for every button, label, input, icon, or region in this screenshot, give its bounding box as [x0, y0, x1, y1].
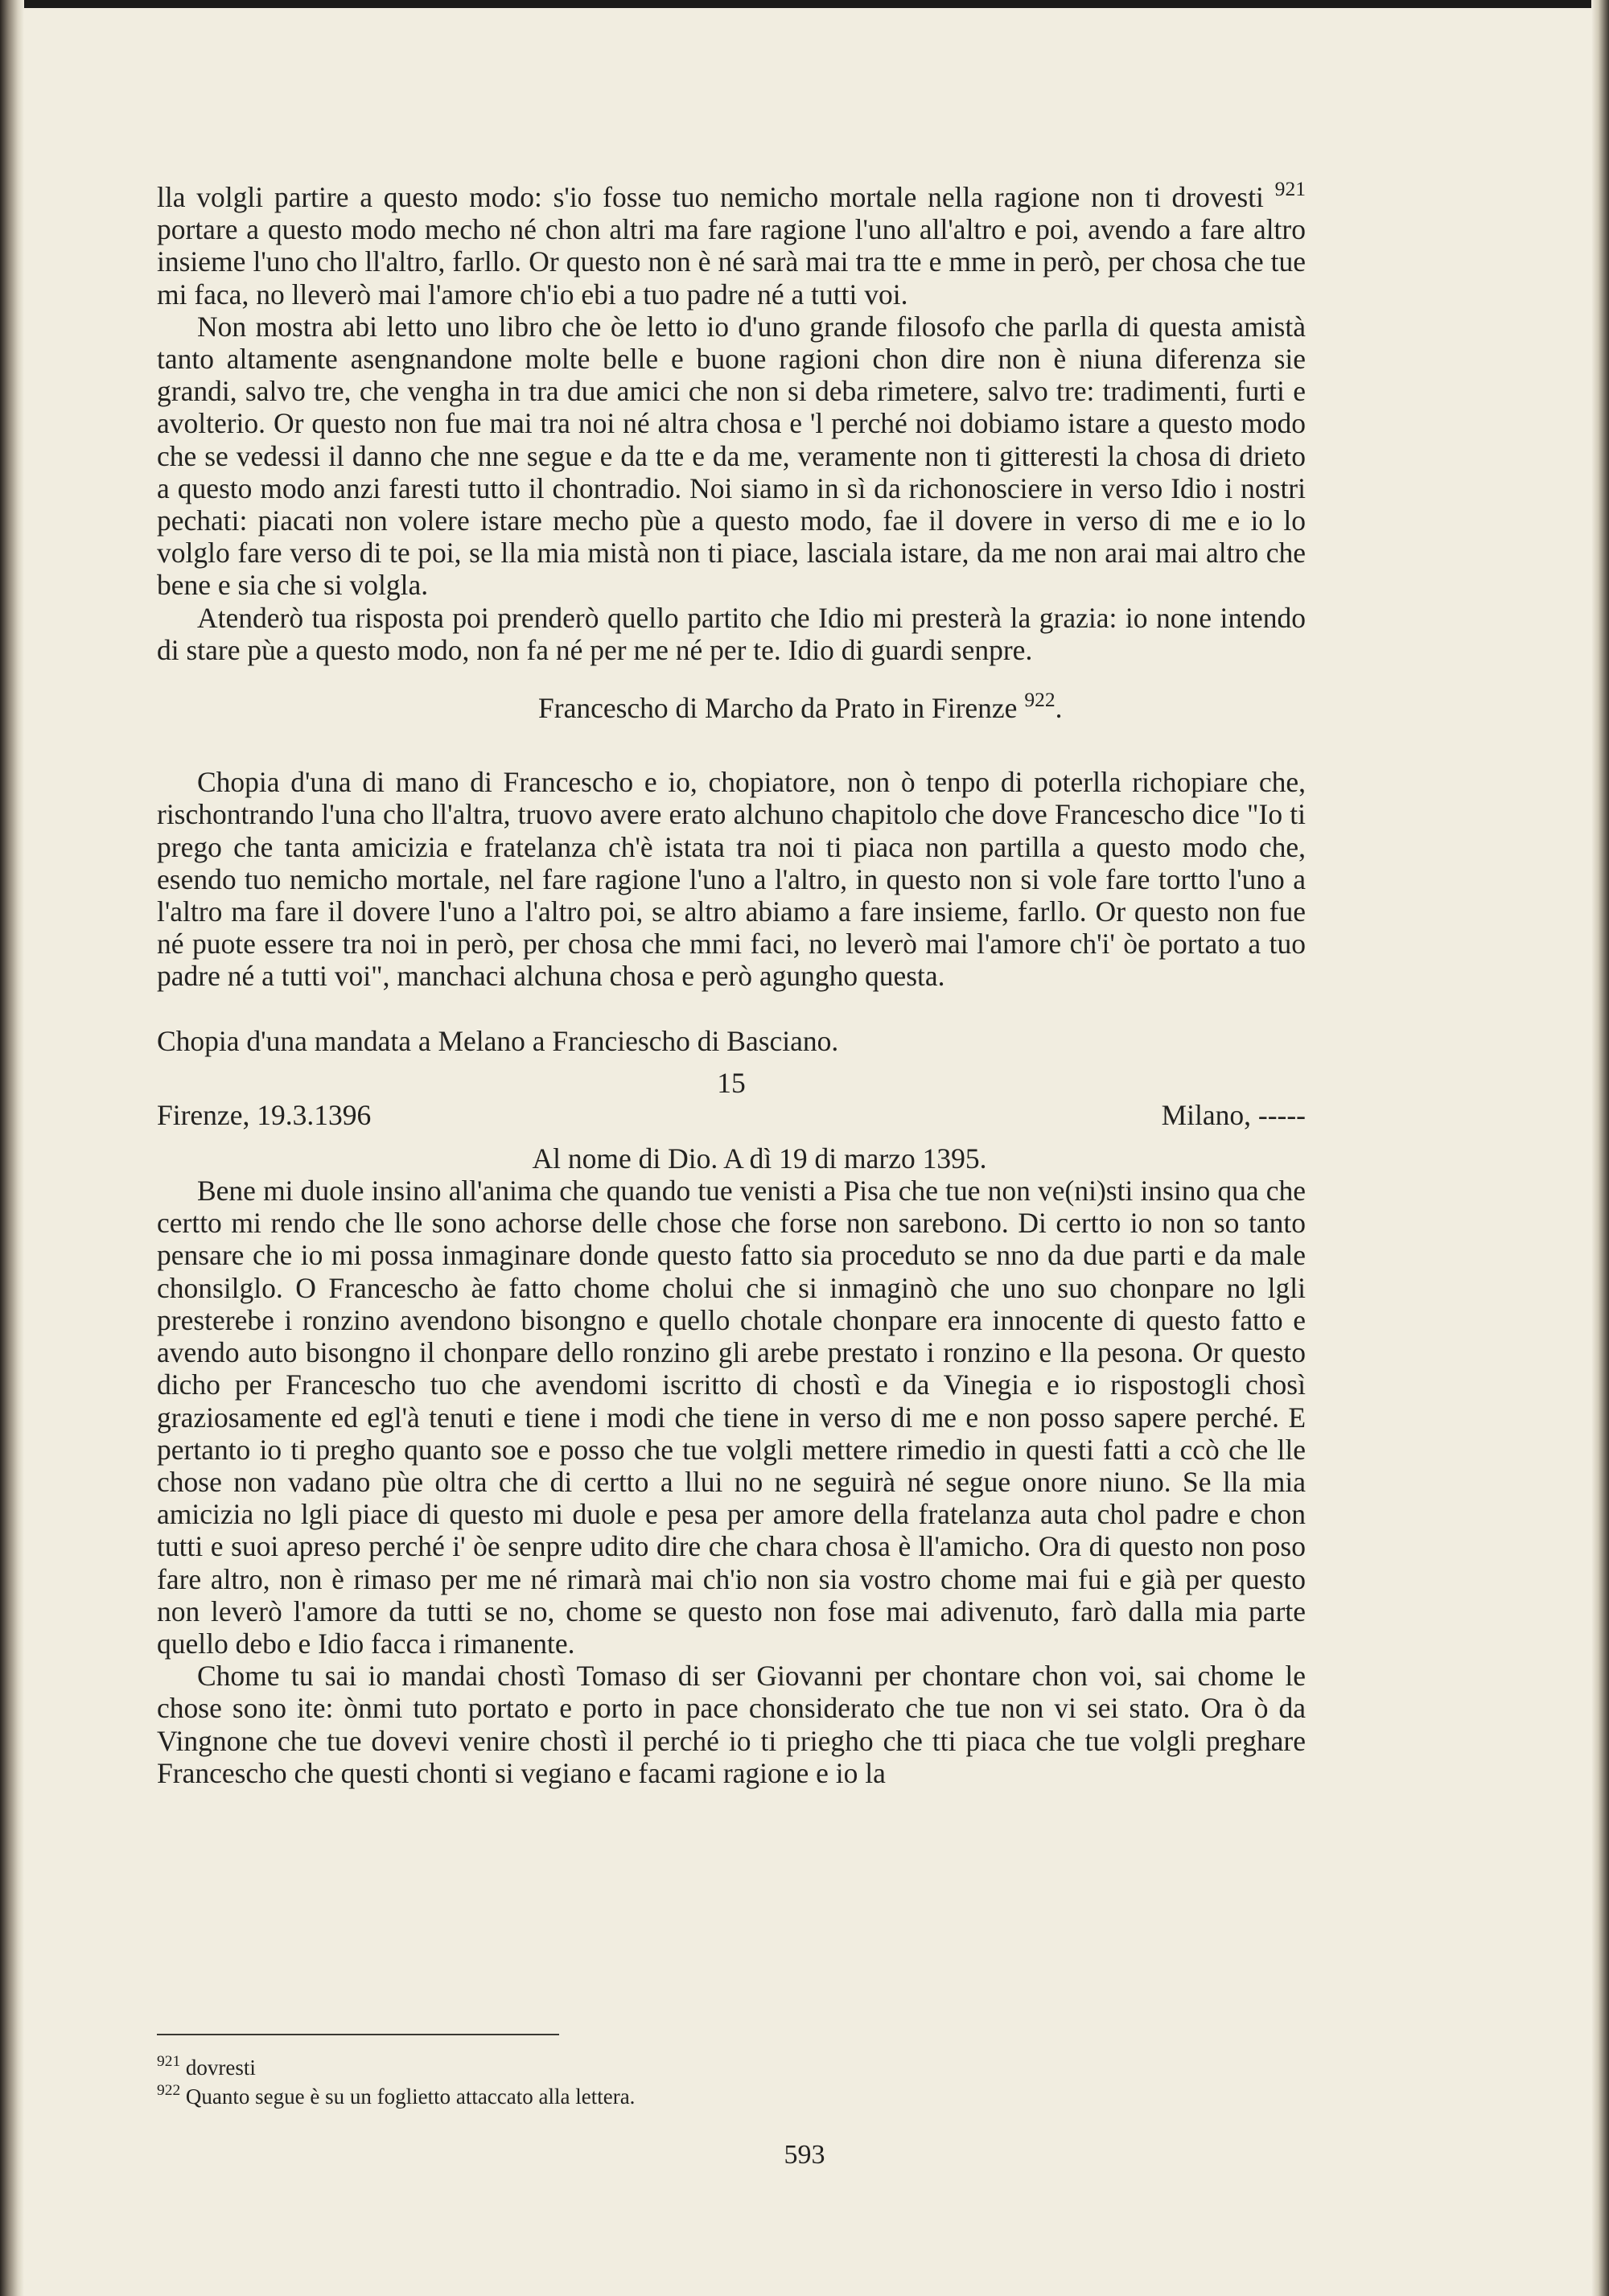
paragraph-2: Non mostra abi letto uno libro che òe letto io d'uno grande filosofo che parlla di questa amistà tanto altamente asengnandone molte belle e buone ragioni chon dire non è niuna diferenza sie grandi, salvo tre, che vengha in tra due amici che non si deba rimetere, salvo tre: tradimenti, furti e avolterio. Or questo non fue mai tra noi né altra chosa e 'l perché noi dobiamo istare a questo modo che se vedessi il danno che nne segue e da tte e da me, veramente non ti gitteresti la chosa di drieto a questo modo anzi faresti tutto il chontradio. Noi siamo in sì da richonosciere in verso Idio i nostri pechati: piacati non volere istare mecho pùe a questo modo, fae il dovere in verso di me e io lo volglo fare verso di te poi, se lla mia mistà non ti piace, lasciala istare, da me non arai mai altro che bene e sia che si volgla. [157, 310, 1306, 602]
letter-dateline: Al nome di Dio. A dì 19 di marzo 1395. [532, 1142, 987, 1175]
page-right-edge [1591, 0, 1609, 2296]
paragraph-letter-body-2: Chome tu sai io mandai chostì Tomaso di ser Giovanni per chontare chon voi, sai chome le chose sono ite: ònmi tuto portato e porto in pace chonsiderato che tue non vi sei stato. Ora ò da Vingnone che tue dovevi venire chostì il perché io ti priegho che tti piaca che tue volgli preghare Francescho che questi chonti si vegiano e facami ragione e io la [157, 1660, 1306, 1789]
paragraph-letter-body-1: Bene mi duole insino all'anima che quando tue venisti a Pisa che tue non ve(ni)sti insino qua che certto mi rendo che lle sono achorse delle chose che forse non sarebono. Di certto io non so tanto pensare che io mi possa inmaginare donde questo fatto sia proceduto se nno da due parti e da male chonsilglo. O Francescho àe fatto chome cholui che si inmaginò che uno suo chonpare no lgli presterebe i ronzino avendono bisongno e quello chotale chonpare era innocente di questo fatto e avendo auto bisongno il chonpare dello ronzino gli arebe prestato i ronzino e lla pesona. Or questo dicho per Francescho tuo che avendomi iscritto di chostì e da Vinegia e io rispostogli chosì graziosamente ed egl'à tenuti e tiene i modi che tiene in verso di me e non posso sapere perché. E pertanto io ti pregho quanto soe e posso che tue volgli mettere rimedio in questi fatti a ccò che lle chose non vadano pùe oltra che di certto a llui no ne seguirà né segue onore niuno. Se lla mia amicizia no lgli piace di questo mi duole e pesa per amore della fratelanza auta chol padre e chon tutti e suoi apreso perché i' òe senpre udito dire che chara chosa è ll'amicho. Ora di questo non poso fare altro, non è rimaso per me né rimarà mai ch'io non sia vostro chome mai fui e già per questo non leverò l'amore da tutti se no, chome se questo non fose mai adivenuto, farò dalla mia parte quello debo e Idio facca i rimanente. [157, 1175, 1306, 1660]
signature-line: Francescho di Marcho da Prato in Firenze $^{922}$. [538, 687, 1063, 725]
place-date-right: Milano, ----- [1161, 1098, 1306, 1131]
paragraph-1: lla volgli partire a questo modo: s'io fosse tuo nemicho mortale nella ragione non ti drovesti $^{921}$ portare a questo modo mecho né chon altri ma fare ragione l'uno all'altro e poi, avendo a fare altro insieme l'uno cho ll'altro, farllo. Or questo non è né sarà mai tra tte e mme in però, per chosa che tue mi faca, no lleverò mai l'amore ch'io ebi a tuo padre né a tutti voi. [157, 176, 1306, 311]
paragraph-3: Atenderò tua risposta poi prenderò quello partito che Idio mi presterà la grazia: io none intendo di stare pùe a questo modo, non fa né per me né per te. Idio di guardi senpre. [157, 601, 1306, 666]
footnote-921: $^{921}$ dovresti [157, 2053, 256, 2080]
paragraph-copy-heading: Chopia d'una mandata a Melano a Franciescho di Basciano. [157, 1024, 839, 1057]
main-text-block [157, 176, 1306, 1789]
footnote-divider [157, 2034, 559, 2035]
book-binding-shadow [0, 0, 24, 2296]
page-number: 593 [784, 2140, 825, 2170]
letter-number: 15 [717, 1066, 746, 1099]
footnote-ref-922[interactable]: 922 [1024, 687, 1056, 711]
footnote-922: $^{922}$ Quanto segue è su un foglietto attaccato alla lettera. [157, 2082, 636, 2109]
page-top-edge [0, 0, 1609, 8]
letter-header [157, 1067, 1306, 1131]
paragraph-copy-note: Chopia d'una di mano di Francescho e io, chopiatore, non ò tenpo di poterlla richopiare che, rischontrando l'una cho ll'altra, truovo avere erato alchuno chapitolo che dove Francescho dice "Io ti prego che tanta amicizia e fratelanza ch'è istata tra noi ti piaca non partilla a questo modo che, esendo tuo nemicho mortale, nel fare ragione l'uno a l'altro, in questo non si vole fare tortto l'uno a l'altro ma fare il dovere l'uno a l'altro poi, se altro abiamo a fare insieme, farllo. Or questo non fue né puote essere tra noi in però, per chosa che mmi faci, no leverò mai l'amore ch'i' òe portato a tuo padre né a tutti voi", manchaci alchuna chosa e però agungho questa. [157, 766, 1306, 993]
footnote-ref-921[interactable]: 921 [1274, 176, 1306, 200]
place-date-left: Firenze, 19.3.1396 [157, 1098, 372, 1131]
